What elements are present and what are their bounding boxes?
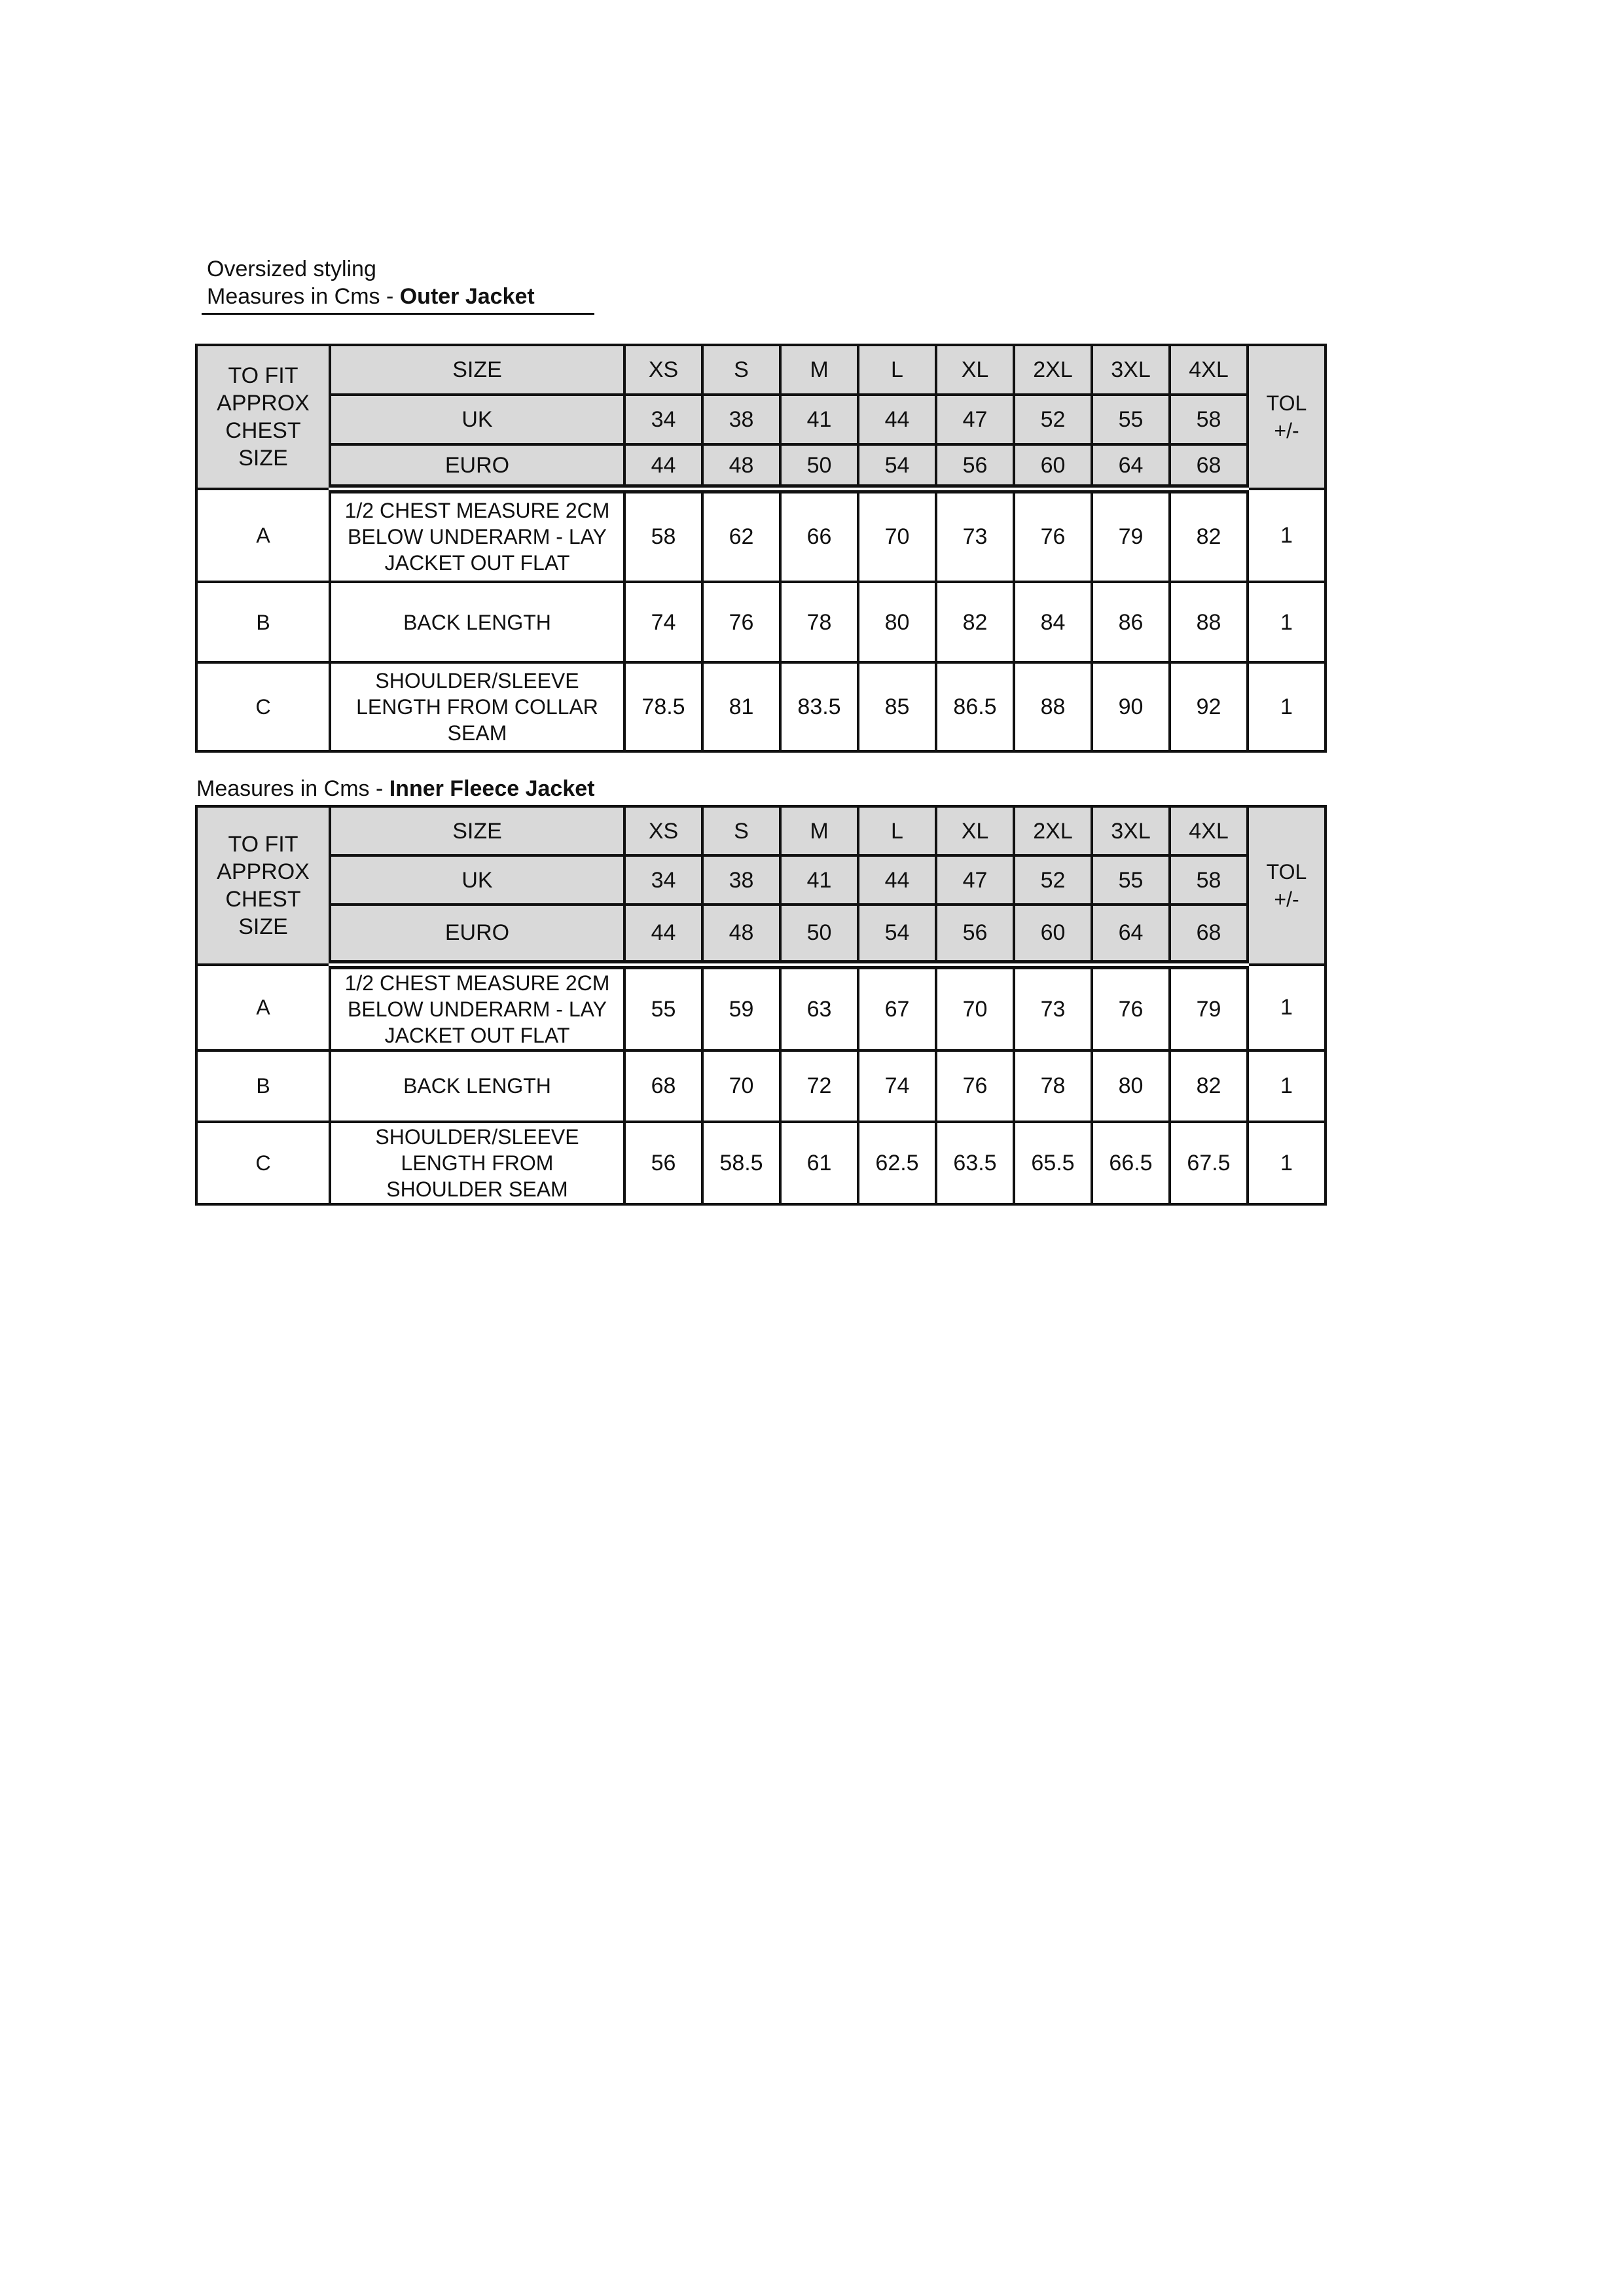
size-header: 3XL [1092,345,1170,395]
uk-size: 58 [1170,855,1248,905]
fit-chest-label [196,806,330,965]
euro-size: 54 [858,444,936,489]
uk-size: 55 [1092,395,1170,444]
fit-chest-label-line: SIZE [238,914,288,939]
measure-value: 82 [1170,1050,1248,1122]
measure-description-line: BELOW UNDERARM - LAY [348,997,607,1021]
euro-size: 68 [1170,905,1248,964]
fit-chest-label-line: TO FIT [228,831,298,857]
size-header: XS [624,806,702,855]
measure-value: 55 [624,965,702,1050]
measure-description-line: 1/2 CHEST MEASURE 2CM [344,499,610,523]
fit-chest-label-line: TO FIT [228,363,298,388]
measure-description [330,965,624,1050]
measure-code: C [196,662,330,751]
measure-value: 63.5 [936,1122,1014,1204]
uk-size: 44 [858,395,936,444]
fit-chest-label-line: SIZE [238,446,288,471]
measure-value: 86.5 [936,662,1014,751]
size-header: L [858,806,936,855]
measure-value: 85 [858,662,936,751]
garment-name: Inner Fleece Jacket [389,776,595,801]
measure-value: 70 [858,489,936,582]
uk-size: 47 [936,395,1014,444]
euro-size: 50 [780,905,858,964]
measure-description [330,1050,624,1122]
size-header: 2XL [1014,345,1092,395]
outer-jacket-size-table [195,344,1327,753]
table-row [196,662,1326,751]
measure-value: 78 [1014,1050,1092,1122]
size-header: 3XL [1092,806,1170,855]
euro-size: 60 [1014,444,1092,489]
fit-chest-label [196,345,330,489]
measure-value: 92 [1170,662,1248,751]
fit-chest-label-line: APPROX [217,859,310,884]
uk-size: 41 [780,855,858,905]
measure-description-line: JACKET OUT FLAT [384,1023,570,1047]
measure-value: 80 [858,582,936,662]
uk-size: 52 [1014,855,1092,905]
size-header: S [702,345,780,395]
measure-code: A [196,965,330,1050]
euro-size: 68 [1170,444,1248,489]
size-header: 4XL [1170,806,1248,855]
measure-description-line: 1/2 CHEST MEASURE 2CM [344,971,610,995]
size-header: XS [624,345,702,395]
tolerance-header-line: +/- [1274,887,1299,911]
styling-note: Oversized styling [207,257,376,281]
size-header: M [780,806,858,855]
euro-size: 48 [702,905,780,964]
measure-value: 70 [702,1050,780,1122]
measure-value: 80 [1092,1050,1170,1122]
measure-value: 62 [702,489,780,582]
garment-name: Outer Jacket [399,284,535,309]
measure-value: 88 [1170,582,1248,662]
measure-description-line: LENGTH FROM [401,1151,554,1175]
tolerance-value: 1 [1248,489,1326,582]
euro-size: 56 [936,905,1014,964]
uk-size: 34 [624,855,702,905]
table-row [196,965,1326,1050]
measure-value: 76 [936,1050,1014,1122]
size-header: XL [936,806,1014,855]
measure-value: 66.5 [1092,1122,1170,1204]
measure-value: 79 [1170,965,1248,1050]
measure-prefix: Measures in Cms - [207,284,400,309]
fit-chest-label-line: CHEST [225,418,301,443]
measure-description-line: SHOULDER SEAM [386,1177,568,1202]
measure-value: 61 [780,1122,858,1204]
tolerance-value: 1 [1248,1050,1326,1122]
euro-label: EURO [330,905,624,964]
outer-jacket-caption [207,255,535,310]
table-row [196,1122,1326,1204]
caption-underline [202,313,594,315]
euro-size: 60 [1014,905,1092,964]
uk-size: 58 [1170,395,1248,444]
outer-measure-heading [207,283,535,310]
size-header: L [858,345,936,395]
measure-value: 65.5 [1014,1122,1092,1204]
measure-value: 78.5 [624,662,702,751]
tolerance-value: 1 [1248,662,1326,751]
measure-value: 83.5 [780,662,858,751]
size-header: M [780,345,858,395]
measure-prefix: Measures in Cms - [196,776,389,801]
measure-description-line: LENGTH FROM COLLAR [356,695,598,719]
measure-value: 68 [624,1050,702,1122]
inner-fleece-size-table [195,805,1327,1206]
measure-code: B [196,1050,330,1122]
measure-description-line: BACK LENGTH [403,610,551,634]
size-header: 2XL [1014,806,1092,855]
measure-value: 72 [780,1050,858,1122]
euro-label: EURO [330,444,624,489]
measure-value: 63 [780,965,858,1050]
measure-description-line: JACKET OUT FLAT [384,551,570,575]
size-header: S [702,806,780,855]
euro-size: 48 [702,444,780,489]
tolerance-header-line: TOL [1266,859,1307,884]
measure-description [330,1122,624,1204]
measure-value: 59 [702,965,780,1050]
measure-value: 81 [702,662,780,751]
uk-label: UK [330,855,624,905]
size-label: SIZE [330,806,624,855]
tolerance-header-line: +/- [1274,419,1299,442]
measure-code: A [196,489,330,582]
size-label: SIZE [330,345,624,395]
measure-value: 58 [624,489,702,582]
measure-description [330,582,624,662]
measure-code: B [196,582,330,662]
uk-size: 47 [936,855,1014,905]
measure-value: 76 [1014,489,1092,582]
uk-size: 34 [624,395,702,444]
measure-description-line: SHOULDER/SLEEVE [375,1125,579,1149]
tolerance-header-line: TOL [1266,391,1307,415]
table-row [196,489,1326,582]
euro-size: 64 [1092,444,1170,489]
measure-value: 62.5 [858,1122,936,1204]
table-row [196,1050,1326,1122]
measure-value: 70 [936,965,1014,1050]
measure-value: 74 [858,1050,936,1122]
measure-value: 76 [1092,965,1170,1050]
euro-size: 50 [780,444,858,489]
measure-description-line: SHOULDER/SLEEVE [375,669,579,693]
measure-value: 67 [858,965,936,1050]
measure-description [330,662,624,751]
fit-chest-label-line: APPROX [217,391,310,416]
measure-value: 73 [936,489,1014,582]
tolerance-header [1248,345,1326,489]
measure-value: 82 [936,582,1014,662]
uk-size: 44 [858,855,936,905]
euro-size: 44 [624,905,702,964]
measure-value: 82 [1170,489,1248,582]
uk-size: 38 [702,395,780,444]
uk-size: 55 [1092,855,1170,905]
measure-description-line: BACK LENGTH [403,1074,551,1098]
euro-size: 54 [858,905,936,964]
tolerance-value: 1 [1248,965,1326,1050]
inner-fleece-caption [196,775,594,802]
measure-value: 86 [1092,582,1170,662]
euro-size: 44 [624,444,702,489]
measure-value: 76 [702,582,780,662]
tolerance-header [1248,806,1326,965]
tolerance-value: 1 [1248,1122,1326,1204]
measure-value: 56 [624,1122,702,1204]
measure-code: C [196,1122,330,1204]
uk-size: 41 [780,395,858,444]
uk-size: 52 [1014,395,1092,444]
measure-value: 74 [624,582,702,662]
tolerance-value: 1 [1248,582,1326,662]
measure-value: 88 [1014,662,1092,751]
size-header: 4XL [1170,345,1248,395]
measure-value: 79 [1092,489,1170,582]
measure-value: 78 [780,582,858,662]
table-row [196,582,1326,662]
measure-value: 84 [1014,582,1092,662]
measure-value: 73 [1014,965,1092,1050]
uk-label: UK [330,395,624,444]
measure-value: 90 [1092,662,1170,751]
measure-value: 66 [780,489,858,582]
measure-description-line: BELOW UNDERARM - LAY [348,525,607,549]
size-header: XL [936,345,1014,395]
measure-description-line: SEAM [447,721,507,745]
fit-chest-label-line: CHEST [225,886,301,912]
measure-description [330,489,624,582]
euro-size: 56 [936,444,1014,489]
uk-size: 38 [702,855,780,905]
measure-value: 58.5 [702,1122,780,1204]
euro-size: 64 [1092,905,1170,964]
measure-value: 67.5 [1170,1122,1248,1204]
